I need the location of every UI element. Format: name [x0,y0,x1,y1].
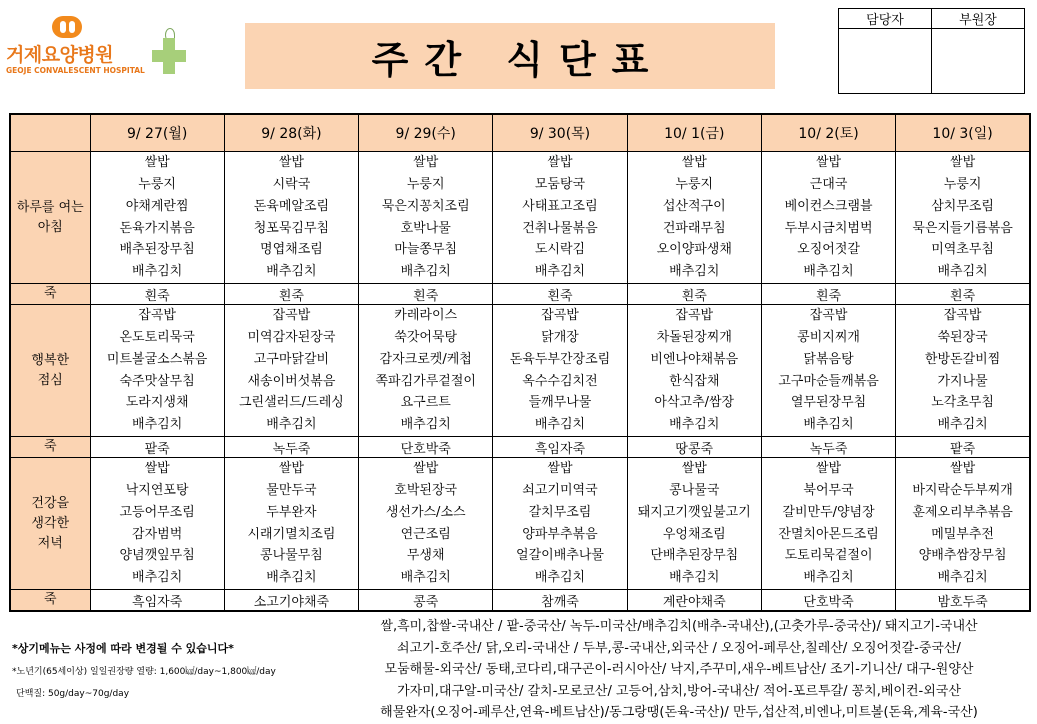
menu-item: 쌀밥 [413,461,439,477]
menu-item: 쌀밥 [815,155,842,171]
porridge-cell: 흰죽 [493,284,627,305]
origin-line: 쌀,흑미,찹쌀-국내산 / 팥-중국산/ 녹두-미국산/배추김치(배추-국내산),(고춧가루-중국산)/ 돼지고기-국내산 [380,619,978,634]
dinner-menu-cell [90,458,224,590]
menu-item: 청포묵김무침 [253,220,330,236]
menu-item: 쑥된장국 [937,330,988,346]
lunch-menu-cell [224,305,358,437]
menu-item: 옥수수김치전 [522,373,598,389]
menu-item: 숙주맛살무침 [119,373,195,389]
lunch-menu-cell [90,305,224,437]
dinner-menu-cell [761,458,895,590]
porridge-label: 죽 [10,284,90,305]
menu-item: 고등어무조림 [119,504,195,520]
dinner-menu-cell [359,458,493,590]
lunch-menu-cell [896,305,1030,437]
porridge-cell: 계란야채죽 [627,590,761,612]
menu-item: 카레라이스 [394,308,458,324]
porridge-cell: 참깨죽 [493,590,627,612]
menu-item: 단배추된장무침 [650,548,739,564]
menu-item: 배추김치 [803,416,854,432]
hospital-name-english: GEOJE CONVALESCENT HOSPITAL [6,66,145,75]
menu-item: 들깨무나물 [528,395,592,411]
menu-item: 베이컨스크램블 [784,198,873,214]
menu-item: 아삭고추/쌈장 [654,395,735,411]
menu-item: 얼갈이배추나물 [516,548,604,564]
menu-item: 미역초무침 [931,242,994,258]
menu-item: 갈치무조림 [528,504,592,520]
menu-item: 배추김치 [534,569,586,585]
menu-item: 비엔나야채볶음 [650,351,739,367]
menu-item: 배추김치 [266,263,317,279]
breakfast-menu-cell [627,152,761,284]
menu-item: 도토리묵겉절이 [784,548,873,564]
menu-item: 배추김치 [669,263,720,279]
dinner-menu-cell [896,458,1030,590]
hospital-name: 거제요양병원 [6,44,114,66]
menu-item: 양념깻잎무침 [119,548,195,564]
dinner-menu-cell [493,458,627,590]
menu-item: 차돌된장찌개 [656,330,732,346]
origin-line: 가자미,대구알-미국산/ 갈치-모로코산/ 고등어,삼치,방어-국내산/ 적어-포르투갈/ 꽁치,베이컨-외국산 [397,683,961,699]
menu-item: 양파부추볶음 [522,526,598,542]
menu-item: 한방돈갈비찜 [924,351,1001,367]
menu-item: 돈육메알조림 [253,198,330,214]
menu-item: 가지나물 [937,373,988,389]
porridge-cell: 단호박죽 [761,590,895,612]
menu-item: 감자범벅 [132,526,183,542]
ingredient-origin-notice [326,616,1032,724]
menu-item: 한식잡채 [669,373,720,389]
menu-item: 고구마닭갈비 [253,351,330,367]
lunch-menu-cell [627,305,761,437]
menu-item: 배추김치 [400,263,451,279]
menu-item: 건파래무침 [662,220,726,236]
menu-item: 배추김치 [937,263,988,279]
menu-item: 건취나물볶음 [522,220,598,236]
menu-item: 잡곡밥 [138,308,176,324]
porridge-cell: 흑임자죽 [493,437,627,458]
menu-change-notice: *상기메뉴는 사정에 따라 변경될 수 있습니다* [12,642,234,655]
menu-item: 시래기멸치조림 [247,526,336,542]
page-title: 주간 식단표 [245,23,775,89]
day-header: 10/ 2(토) [761,114,895,152]
porridge-cell: 팥죽 [90,437,224,458]
menu-item: 배추김치 [937,416,988,432]
porridge-cell: 흰죽 [761,284,895,305]
menu-item: 잡곡밥 [943,308,982,324]
menu-item: 배추김치 [803,263,854,279]
menu-item: 메밀부추전 [931,526,994,542]
menu-item: 미역감자된장국 [247,330,336,346]
menu-item: 쌀밥 [278,155,304,171]
lunch-row [10,305,1030,437]
porridge-cell: 흰죽 [224,284,358,305]
menu-item: 마늘쫑무침 [394,242,458,258]
porridge-row [10,284,1030,305]
menu-item: 쌀밥 [681,155,707,171]
approval-box [838,8,1025,94]
menu-item: 묵은지꽁치조림 [381,198,470,214]
menu-item: 무생채 [406,548,445,564]
menu-item: 양배추쌈장무침 [918,548,1007,564]
menu-item: 콩비지찌개 [797,330,860,346]
menu-item: 잡곡밥 [809,308,848,324]
medical-cross-icon [152,28,186,88]
menu-item: 배추김치 [132,416,183,432]
menu-item: 누룽지 [406,177,445,193]
menu-item: 묵은지들기름볶음 [912,220,1013,236]
porridge-label: 죽 [10,590,90,612]
porridge-cell: 단호박죽 [359,437,493,458]
approval-sign-manager[interactable] [839,29,932,94]
weekly-menu-table [9,113,1031,612]
menu-item: 쑥갓어묵탕 [394,330,458,346]
menu-item: 배추김치 [534,416,586,432]
dinner-label: 건강을 생각한 저녁 [10,458,90,590]
porridge-row [10,590,1030,612]
menu-item: 잔멸치아몬드조림 [778,526,879,542]
menu-item: 쌀밥 [950,461,976,477]
lunch-menu-cell [493,305,627,437]
logo-mark-icon [52,16,82,38]
menu-item: 갈비만두/양념장 [782,504,875,520]
menu-item: 오이양파생채 [656,242,732,258]
day-header: 9/ 29(수) [359,114,493,152]
menu-item: 열무된장무침 [790,395,867,411]
menu-item: 쌀밥 [144,155,170,171]
menu-item: 쌀밥 [413,155,439,171]
breakfast-menu-cell [359,152,493,284]
menu-item: 미트볼굴소스볶음 [106,351,208,367]
menu-item: 쇠고기미역국 [522,483,598,499]
calorie-guideline: *노년기(65세이상) 일일권장량 열량: 1,600㎉/day~1,800㎉/day [12,667,276,677]
menu-item: 배추김치 [266,569,317,585]
menu-item: 호박된장국 [394,483,458,499]
menu-item: 생선가스/소스 [385,504,466,520]
menu-item: 삼치무조림 [931,198,994,214]
menu-item: 배추김치 [937,569,988,585]
menu-item: 닭볶음탕 [803,351,854,367]
dinner-row [10,458,1030,590]
menu-item: 배추김치 [534,263,586,279]
porridge-cell: 녹두죽 [224,437,358,458]
menu-item: 쌀밥 [681,461,707,477]
menu-item: 물만두국 [266,483,317,499]
origin-line: 해물완자(오징어-페루산,연육-베트남산)/동그랑땡(돈육-국산)/ 만두,섭산적,비엔나,미트볼(돈육,계육-국산) [380,705,978,721]
menu-item: 잡곡밥 [541,308,579,324]
menu-item: 돈육두부간장조림 [509,351,611,367]
menu-item: 배추된장무침 [119,242,195,258]
menu-item: 누룽지 [675,177,714,193]
menu-item: 배추김치 [400,569,451,585]
menu-item: 쪽파김가루겉절이 [375,373,476,389]
menu-item: 콩나물국 [669,483,720,499]
menu-item: 돈육가지볶음 [119,220,195,236]
menu-item: 감자크로켓/케첩 [379,351,472,367]
lunch-menu-cell [359,305,493,437]
menu-item: 쌀밥 [815,461,842,477]
menu-item: 쌀밥 [144,461,170,477]
menu-item: 노각초무침 [931,395,994,411]
menu-item: 콩나물무침 [260,548,323,564]
menu-item: 쌀밥 [950,155,976,171]
menu-item: 호박나물 [400,220,451,236]
day-header: 10/ 3(일) [896,114,1030,152]
menu-item: 도시락김 [534,242,586,258]
porridge-cell: 녹두죽 [761,437,895,458]
menu-item: 쌀밥 [547,461,573,477]
porridge-label: 죽 [10,437,90,458]
corner-cell [10,114,90,152]
menu-item: 배추김치 [803,569,854,585]
menu-item: 모둠탕국 [534,177,586,193]
dinner-menu-cell [627,458,761,590]
breakfast-menu-cell [90,152,224,284]
approval-header-manager: 담당자 [839,9,932,29]
menu-item: 훈제오리부추볶음 [912,504,1013,520]
menu-item: 명엽채조림 [260,242,323,258]
porridge-cell: 팥죽 [896,437,1030,458]
origin-line: 쇠고기-호주산/ 닭,오리-국내산 / 두부,콩-국내산,외국산 / 오징어-페루산,칠레산/ 오징어젓갈-중국산/ [397,640,961,656]
menu-item: 그린샐러드/드레싱 [238,395,344,411]
menu-item: 쌀밥 [547,155,573,171]
porridge-cell: 소고기야채죽 [224,590,358,612]
menu-item: 배추김치 [669,416,720,432]
menu-item: 두부완자 [266,504,317,520]
porridge-cell: 밤호두죽 [896,590,1030,612]
menu-item: 사태표고조림 [522,198,598,214]
porridge-cell: 흰죽 [90,284,224,305]
breakfast-menu-cell [493,152,627,284]
day-header: 9/ 30(목) [493,114,627,152]
lunch-label: 행복한 점심 [10,305,90,437]
menu-item: 오징어젓갈 [797,242,860,258]
menu-item: 배추김치 [669,569,720,585]
hospital-logo [6,14,186,84]
lunch-menu-cell [761,305,895,437]
porridge-cell: 땅콩죽 [627,437,761,458]
menu-item: 북어무국 [803,483,854,499]
menu-item: 우엉채조림 [662,526,726,542]
menu-item: 연근조림 [400,526,451,542]
menu-item: 배추김치 [132,569,183,585]
menu-item: 고구마순들깨볶음 [778,373,879,389]
menu-item: 누룽지 [138,177,176,193]
menu-item: 쌀밥 [278,461,304,477]
menu-item: 온도토리묵국 [119,330,195,346]
menu-item: 두부시금치범벅 [784,220,873,236]
menu-item: 배추김치 [132,263,183,279]
porridge-cell: 흰죽 [896,284,1030,305]
menu-item: 누룽지 [943,177,982,193]
approval-header-vice-director: 부원장 [932,9,1025,29]
porridge-cell: 콩죽 [359,590,493,612]
menu-item: 도라지생채 [125,395,189,411]
menu-item: 요구르트 [400,395,451,411]
menu-item: 잡곡밥 [675,308,714,324]
menu-item: 배추김치 [266,416,317,432]
menu-item: 야채계란찜 [125,198,189,214]
breakfast-menu-cell [224,152,358,284]
day-header-row [10,114,1030,152]
menu-item: 새송이버섯볶음 [247,373,336,389]
breakfast-label: 하루를 여는 아침 [10,152,90,284]
menu-item: 바지락순두부찌개 [912,483,1013,499]
porridge-row [10,437,1030,458]
menu-item: 닭개장 [541,330,579,346]
dinner-menu-cell [224,458,358,590]
menu-item: 섭산적구이 [662,198,726,214]
day-header: 9/ 27(월) [90,114,224,152]
day-header: 10/ 1(금) [627,114,761,152]
porridge-cell: 흑임자죽 [90,590,224,612]
approval-sign-vice-director[interactable] [932,29,1025,94]
menu-item: 낙지연포탕 [125,483,189,499]
menu-item: 시락국 [272,177,311,193]
protein-guideline: 단백질: 50g/day~70g/day [16,689,130,699]
porridge-cell: 흰죽 [627,284,761,305]
porridge-cell: 흰죽 [359,284,493,305]
menu-item: 근대국 [809,177,848,193]
breakfast-menu-cell [761,152,895,284]
menu-item: 돼지고기깻잎불고기 [637,504,751,520]
origin-line: 모둠해물-외국산/ 동태,코다리,대구곤이-러시아산/ 낙지,주꾸미,새우-베트남산/ 조기-기니산/ 대구-원양산 [384,662,974,678]
breakfast-menu-cell [896,152,1030,284]
menu-item: 배추김치 [400,416,451,432]
menu-item: 잡곡밥 [272,308,311,324]
day-header: 9/ 28(화) [224,114,358,152]
breakfast-row [10,152,1030,284]
